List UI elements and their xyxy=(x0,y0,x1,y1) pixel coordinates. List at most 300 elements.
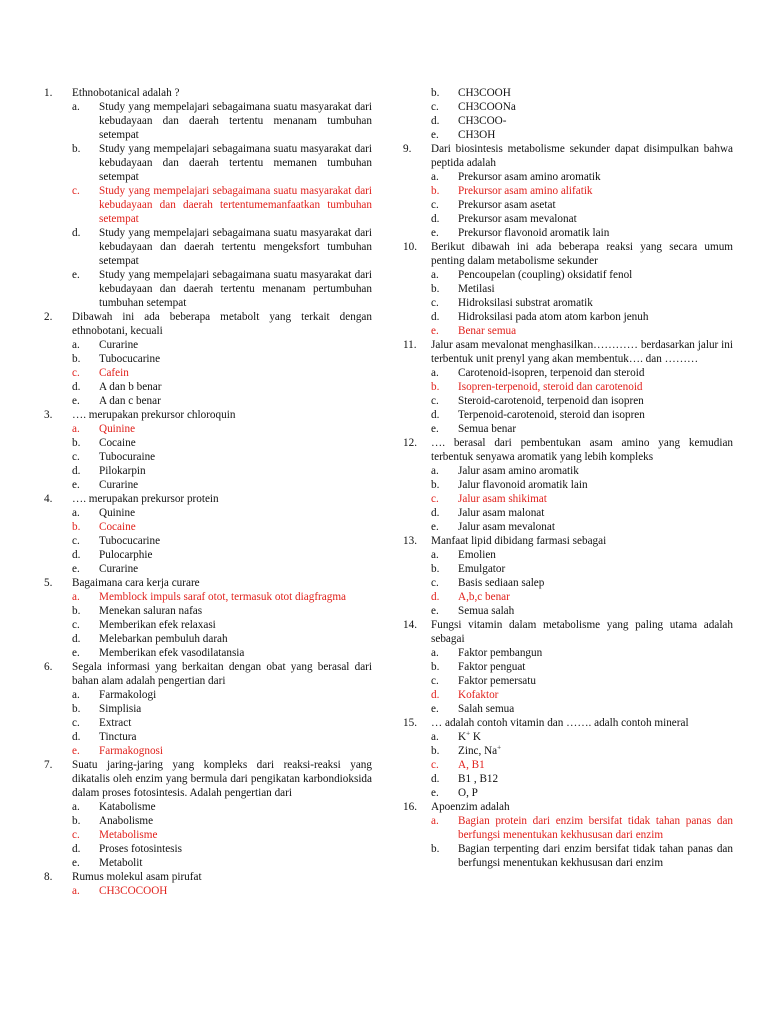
option-label: c. xyxy=(431,395,439,407)
answer-option xyxy=(72,800,372,814)
answer-option-correct xyxy=(431,590,733,604)
option-text-main: Metilasi xyxy=(458,283,495,295)
question-block xyxy=(44,576,372,660)
question-text: … adalah contoh vitamin dan ……. adalh contoh mineral xyxy=(431,717,689,729)
option-text-main: Metabolit xyxy=(99,857,143,869)
left-column xyxy=(44,86,372,898)
option-label: c. xyxy=(431,493,439,505)
option-text-main: Prekursor asam amino aromatik xyxy=(458,171,601,183)
option-text xyxy=(458,114,733,128)
answer-option xyxy=(431,660,733,674)
option-text xyxy=(99,478,372,492)
option-label: b. xyxy=(431,283,440,295)
option-label: a. xyxy=(431,465,439,477)
option-text-main: Memblock impuls saraf otot, termasuk otot diagfragma xyxy=(99,591,346,603)
question xyxy=(403,618,733,646)
question-block xyxy=(403,800,733,870)
option-text-main: Menekan saluran nafas xyxy=(99,605,203,617)
option-text xyxy=(99,590,372,604)
option-text-main: CH3OH xyxy=(458,129,496,141)
option-label: d. xyxy=(72,381,81,393)
option-label: b. xyxy=(431,843,440,855)
option-text xyxy=(99,506,372,520)
right-questions xyxy=(403,142,733,870)
option-text xyxy=(99,100,372,142)
question xyxy=(44,660,372,688)
answer-option xyxy=(72,478,372,492)
option-text xyxy=(458,758,733,772)
option-text xyxy=(99,534,372,548)
answer-option xyxy=(431,100,733,114)
answer-option-correct xyxy=(72,184,372,226)
option-label: e. xyxy=(431,787,439,799)
option-text xyxy=(458,506,733,520)
option-text-main: Pulocarphie xyxy=(99,549,153,561)
question-text: Dari biosintesis metabolisme sekunder dapat disimpulkan bahwa peptida adalah xyxy=(431,143,733,169)
option-text-main: Quinine xyxy=(99,423,136,435)
option-text xyxy=(99,380,372,394)
option-text-main: Study yang mempelajari sebagaimana suatu masyarakat dari kebudayaan dan daerah tertentumemanfaatkan tumbuhan setempat xyxy=(99,185,372,225)
option-label: a. xyxy=(72,689,80,701)
question-block xyxy=(403,716,733,800)
answer-option xyxy=(431,282,733,296)
option-text-main: Prekursor asam asetat xyxy=(458,199,556,211)
option-text-main: Faktor pembangun xyxy=(458,647,543,659)
answer-option-correct xyxy=(72,520,372,534)
option-label: a. xyxy=(72,801,80,813)
option-label: c. xyxy=(431,297,439,309)
question-block xyxy=(403,534,733,618)
question-number: 7. xyxy=(44,759,53,771)
option-label: b. xyxy=(72,521,81,533)
option-label: c. xyxy=(431,577,439,589)
question-number: 8. xyxy=(44,871,53,883)
question xyxy=(44,758,372,800)
option-label: b. xyxy=(431,381,440,393)
option-text xyxy=(99,842,372,856)
option-text-main: A dan c benar xyxy=(99,395,161,407)
option-text xyxy=(458,226,733,240)
option-text-main: Jalur asam shikimat xyxy=(458,493,547,505)
option-label: e. xyxy=(431,325,439,337)
option-text xyxy=(99,394,372,408)
option-label: d. xyxy=(431,409,440,421)
question-number: 10. xyxy=(403,241,417,253)
option-label: d. xyxy=(72,549,81,561)
option-label: a. xyxy=(72,885,80,897)
option-text xyxy=(99,800,372,814)
option-label: d. xyxy=(431,115,440,127)
answer-option xyxy=(431,772,733,786)
question-text: …. merupakan prekursor chloroquin xyxy=(72,409,236,421)
question-number: 14. xyxy=(403,619,417,631)
question-block xyxy=(403,338,733,436)
answer-option-correct xyxy=(72,884,372,898)
question-text: Bagaimana cara kerja curare xyxy=(72,577,200,589)
option-label: b. xyxy=(72,605,81,617)
option-text xyxy=(458,408,733,422)
answer-option xyxy=(431,786,733,800)
option-text-main: A, B1 xyxy=(458,759,485,771)
question-number: 11. xyxy=(403,339,417,351)
answer-option xyxy=(431,478,733,492)
option-label: b. xyxy=(72,143,81,155)
option-text xyxy=(99,814,372,828)
option-text xyxy=(99,366,372,380)
option-label: a. xyxy=(72,591,80,603)
option-text xyxy=(458,100,733,114)
answer-option xyxy=(431,128,733,142)
answer-option xyxy=(72,380,372,394)
option-text xyxy=(458,646,733,660)
option-text xyxy=(458,86,733,100)
answer-option xyxy=(72,562,372,576)
option-text xyxy=(458,674,733,688)
option-text xyxy=(458,548,733,562)
question-block xyxy=(44,310,372,408)
option-text-main: CH3COOH xyxy=(458,87,511,99)
option-label: a. xyxy=(431,815,439,827)
answer-option xyxy=(72,856,372,870)
question-block xyxy=(403,436,733,534)
question-number: 4. xyxy=(44,493,53,505)
question-text: Suatu jaring-jaring yang kompleks dari reaksi-reaksi yang dikatalis oleh enzim yang bermula dari pengikatan karbondioksida dalam proses fotosintesis. Adalah pengertian dari xyxy=(72,759,372,799)
option-label: e. xyxy=(72,395,80,407)
option-text xyxy=(458,268,733,282)
question-number: 5. xyxy=(44,577,53,589)
option-text xyxy=(458,478,733,492)
option-label: d. xyxy=(431,311,440,323)
question-text: Rumus molekul asam pirufat xyxy=(72,871,202,883)
option-label: d. xyxy=(72,843,81,855)
answer-option xyxy=(72,730,372,744)
answer-option-correct xyxy=(431,380,733,394)
answer-option xyxy=(431,86,733,100)
option-text xyxy=(458,772,733,786)
answer-option xyxy=(431,842,733,870)
option-text xyxy=(458,576,733,590)
question-block xyxy=(44,660,372,758)
option-text-main: Carotenoid-isopren, terpenoid dan steroid xyxy=(458,367,645,379)
answer-option xyxy=(431,296,733,310)
answer-option xyxy=(431,310,733,324)
option-label: a. xyxy=(431,731,439,743)
option-label: e. xyxy=(72,857,80,869)
answer-option xyxy=(72,268,372,310)
option-text xyxy=(458,730,733,744)
option-text xyxy=(458,786,733,800)
option-label: b. xyxy=(72,703,81,715)
answer-option xyxy=(72,716,372,730)
question-text: Apoenzim adalah xyxy=(431,801,510,813)
option-text xyxy=(458,464,733,478)
option-text-main: O, P xyxy=(458,787,478,799)
option-text-main: Katabolisme xyxy=(99,801,156,813)
answer-option-correct xyxy=(72,744,372,758)
option-label: d. xyxy=(72,227,81,239)
option-text-main: Steroid-carotenoid, terpenoid dan isopren xyxy=(458,395,644,407)
option-text-main: Melebarkan pembuluh darah xyxy=(99,633,228,645)
option-label: a. xyxy=(72,423,80,435)
option-label: c. xyxy=(431,101,439,113)
option-label: c. xyxy=(72,829,80,841)
answer-option xyxy=(431,548,733,562)
option-text-main: B1 , B12 xyxy=(458,773,499,785)
option-text xyxy=(99,828,372,842)
option-text-main: Tinctura xyxy=(99,731,137,743)
option-text-main: Extract xyxy=(99,717,132,729)
option-label: d. xyxy=(431,773,440,785)
option-text-main: Curarine xyxy=(99,479,139,491)
question-text: Manfaat lipid dibidang farmasi sebagai xyxy=(431,535,607,547)
option-label: c. xyxy=(72,367,80,379)
question-number: 1. xyxy=(44,87,53,99)
option-text-main: Curarine xyxy=(99,563,139,575)
option-text xyxy=(458,422,733,436)
option-text xyxy=(99,450,372,464)
option-text-main: Memberikan efek relaxasi xyxy=(99,619,216,631)
option-text xyxy=(99,142,372,184)
question-block xyxy=(403,618,733,716)
answer-option xyxy=(431,702,733,716)
option-text-main: Semua benar xyxy=(458,423,517,435)
option-text-main: Simplisia xyxy=(99,703,142,715)
option-label: a. xyxy=(431,171,439,183)
option-label: e. xyxy=(72,745,80,757)
option-text xyxy=(99,856,372,870)
option-text-main: K xyxy=(458,731,467,743)
option-label: b. xyxy=(431,87,440,99)
option-label: c. xyxy=(431,199,439,211)
answer-option xyxy=(72,436,372,450)
option-text xyxy=(99,520,372,534)
option-text-main: Cocaine xyxy=(99,521,136,533)
option-text xyxy=(99,226,372,268)
option-text xyxy=(458,814,733,842)
option-text-main: Jalur asam amino aromatik xyxy=(458,465,579,477)
option-text-main: Pencoupelan (coupling) oksidatif fenol xyxy=(458,269,633,281)
question-text: Berikut dibawah ini ada beberapa reaksi yang secara umum penting dalam metabolisme sekunder xyxy=(431,241,733,267)
option-label: e. xyxy=(72,563,80,575)
option-text-main: Study yang mempelajari sebagaimana suatu masyarakat dari kebudayaan dan daerah tertentu memanen tumbuhan setempat xyxy=(99,143,372,183)
option-text xyxy=(458,562,733,576)
question-8-continuation xyxy=(403,86,733,142)
question-text: Ethnobotanical adalah ? xyxy=(72,87,180,99)
option-superscript: + xyxy=(497,743,502,752)
option-text-main: Curarine xyxy=(99,339,139,351)
option-text-tail: K xyxy=(470,731,481,743)
answer-option-correct xyxy=(72,366,372,380)
question-text: …. merupakan prekursor protein xyxy=(72,493,219,505)
option-text xyxy=(458,170,733,184)
option-label: e. xyxy=(72,479,80,491)
option-text xyxy=(99,730,372,744)
option-text xyxy=(99,436,372,450)
option-label: a. xyxy=(431,367,439,379)
answer-option xyxy=(431,212,733,226)
answer-option xyxy=(72,604,372,618)
option-text-main: Kofaktor xyxy=(458,689,499,701)
option-label: b. xyxy=(72,437,81,449)
question xyxy=(403,534,733,548)
answer-option xyxy=(72,338,372,352)
question xyxy=(44,86,372,100)
question-text: Segala informasi yang berkaitan dengan obat yang berasal dari bahan alam adalah pengertian dari xyxy=(72,661,372,687)
answer-option xyxy=(72,646,372,660)
answer-option xyxy=(72,534,372,548)
option-text-main: Tubocucarine xyxy=(99,535,161,547)
answer-option xyxy=(431,114,733,128)
option-label: d. xyxy=(431,213,440,225)
question xyxy=(403,716,733,730)
option-text-main: Bagian protein dari enzim bersifat tidak tahan panas dan berfungsi menentukan kekhususan dari enzim xyxy=(458,815,733,841)
option-text-main: CH3COCOOH xyxy=(99,885,168,897)
answer-option xyxy=(72,450,372,464)
right-column xyxy=(403,86,733,870)
option-text-main: Cocaine xyxy=(99,437,136,449)
option-text-main: CH3COO- xyxy=(458,115,507,127)
question xyxy=(44,870,372,884)
question xyxy=(403,338,733,366)
option-text-main: Tubocucarine xyxy=(99,353,161,365)
option-text xyxy=(99,744,372,758)
question-block xyxy=(44,492,372,576)
option-label: a. xyxy=(72,507,80,519)
question-block xyxy=(403,142,733,240)
answer-option xyxy=(72,506,372,520)
option-text xyxy=(99,352,372,366)
option-text-main: Bagian terpenting dari enzim bersifat tidak tahan panas dan berfungsi menentukan kekhususan dari enzim xyxy=(458,843,733,869)
option-label: d. xyxy=(431,591,440,603)
option-text-main: Metabolisme xyxy=(99,829,158,841)
option-text xyxy=(458,842,733,870)
answer-option xyxy=(431,394,733,408)
option-text xyxy=(458,660,733,674)
option-text-main: Prekursor flavonoid aromatik lain xyxy=(458,227,610,239)
answer-option xyxy=(431,562,733,576)
option-text xyxy=(99,184,372,226)
option-label: c. xyxy=(72,535,80,547)
option-text xyxy=(458,604,733,618)
option-text-main: Isopren-terpenoid, steroid dan carotenoid xyxy=(458,381,643,393)
option-text-main: Anabolisme xyxy=(99,815,154,827)
option-text xyxy=(458,212,733,226)
question-block xyxy=(44,758,372,870)
question-number: 2. xyxy=(44,311,53,323)
question-number: 12. xyxy=(403,437,417,449)
question-number: 15. xyxy=(403,717,417,729)
answer-option xyxy=(72,100,372,142)
option-label: a. xyxy=(431,647,439,659)
option-text xyxy=(99,884,372,898)
option-text-main: Hidroksilasi substrat aromatik xyxy=(458,297,593,309)
option-text-main: Prekursor asam mevalonat xyxy=(458,213,577,225)
answer-option-correct xyxy=(431,492,733,506)
option-text xyxy=(99,422,372,436)
option-text-main: Prekursor asam amino alifatik xyxy=(458,185,593,197)
option-text-main: Faktor pemersatu xyxy=(458,675,536,687)
option-text xyxy=(458,520,733,534)
option-text xyxy=(458,366,733,380)
option-text xyxy=(99,548,372,562)
answer-option-correct xyxy=(431,814,733,842)
option-label: a. xyxy=(431,549,439,561)
answer-option xyxy=(72,464,372,478)
question-block xyxy=(44,86,372,310)
answer-option xyxy=(431,744,733,758)
question-block xyxy=(403,240,733,338)
option-label: d. xyxy=(431,507,440,519)
option-text xyxy=(458,380,733,394)
option-text-main: Pilokarpin xyxy=(99,465,146,477)
answer-option xyxy=(431,268,733,282)
option-label: b. xyxy=(431,185,440,197)
option-text-main: Cafein xyxy=(99,367,129,379)
answer-option xyxy=(431,366,733,380)
answer-option xyxy=(72,142,372,184)
answer-option xyxy=(72,814,372,828)
question-number: 13. xyxy=(403,535,417,547)
question xyxy=(44,408,372,422)
option-label: a. xyxy=(431,269,439,281)
option-label: e. xyxy=(431,423,439,435)
question-number: 9. xyxy=(403,143,412,155)
option-text-main: A,b,c benar xyxy=(458,591,510,603)
option-label: d. xyxy=(72,731,81,743)
answer-option xyxy=(431,604,733,618)
answer-option-correct xyxy=(72,422,372,436)
answer-option xyxy=(431,226,733,240)
answer-option xyxy=(431,170,733,184)
option-label: b. xyxy=(431,479,440,491)
question xyxy=(44,310,372,338)
answer-option-correct xyxy=(431,758,733,772)
option-label: e. xyxy=(431,521,439,533)
option-text-main: Salah semua xyxy=(458,703,515,715)
option-label: c. xyxy=(431,675,439,687)
option-text xyxy=(458,702,733,716)
option-text-main: Benar semua xyxy=(458,325,517,337)
option-label: b. xyxy=(431,745,440,757)
answer-option xyxy=(72,226,372,268)
option-label: e. xyxy=(431,703,439,715)
answer-option xyxy=(72,618,372,632)
option-text-main: Zinc, Na xyxy=(458,745,498,757)
question-number: 16. xyxy=(403,801,417,813)
answer-option xyxy=(72,688,372,702)
answer-option xyxy=(431,422,733,436)
answer-option xyxy=(431,576,733,590)
option-text-main: Basis sediaan salep xyxy=(458,577,545,589)
option-text xyxy=(458,688,733,702)
answer-option-correct xyxy=(431,324,733,338)
option-label: b. xyxy=(431,563,440,575)
option-text-main: Jalur asam mevalonat xyxy=(458,521,555,533)
option-text-main: Proses fotosintesis xyxy=(99,843,182,855)
question-block xyxy=(44,870,372,898)
answer-option xyxy=(431,198,733,212)
option-text-main: Faktor penguat xyxy=(458,661,526,673)
option-text-main: Emulgator xyxy=(458,563,506,575)
option-text xyxy=(458,590,733,604)
option-text xyxy=(99,702,372,716)
question xyxy=(403,240,733,268)
answer-option xyxy=(72,394,372,408)
answer-option xyxy=(431,730,733,744)
option-text xyxy=(99,632,372,646)
option-label: d. xyxy=(72,465,81,477)
option-text-main: Semua salah xyxy=(458,605,515,617)
